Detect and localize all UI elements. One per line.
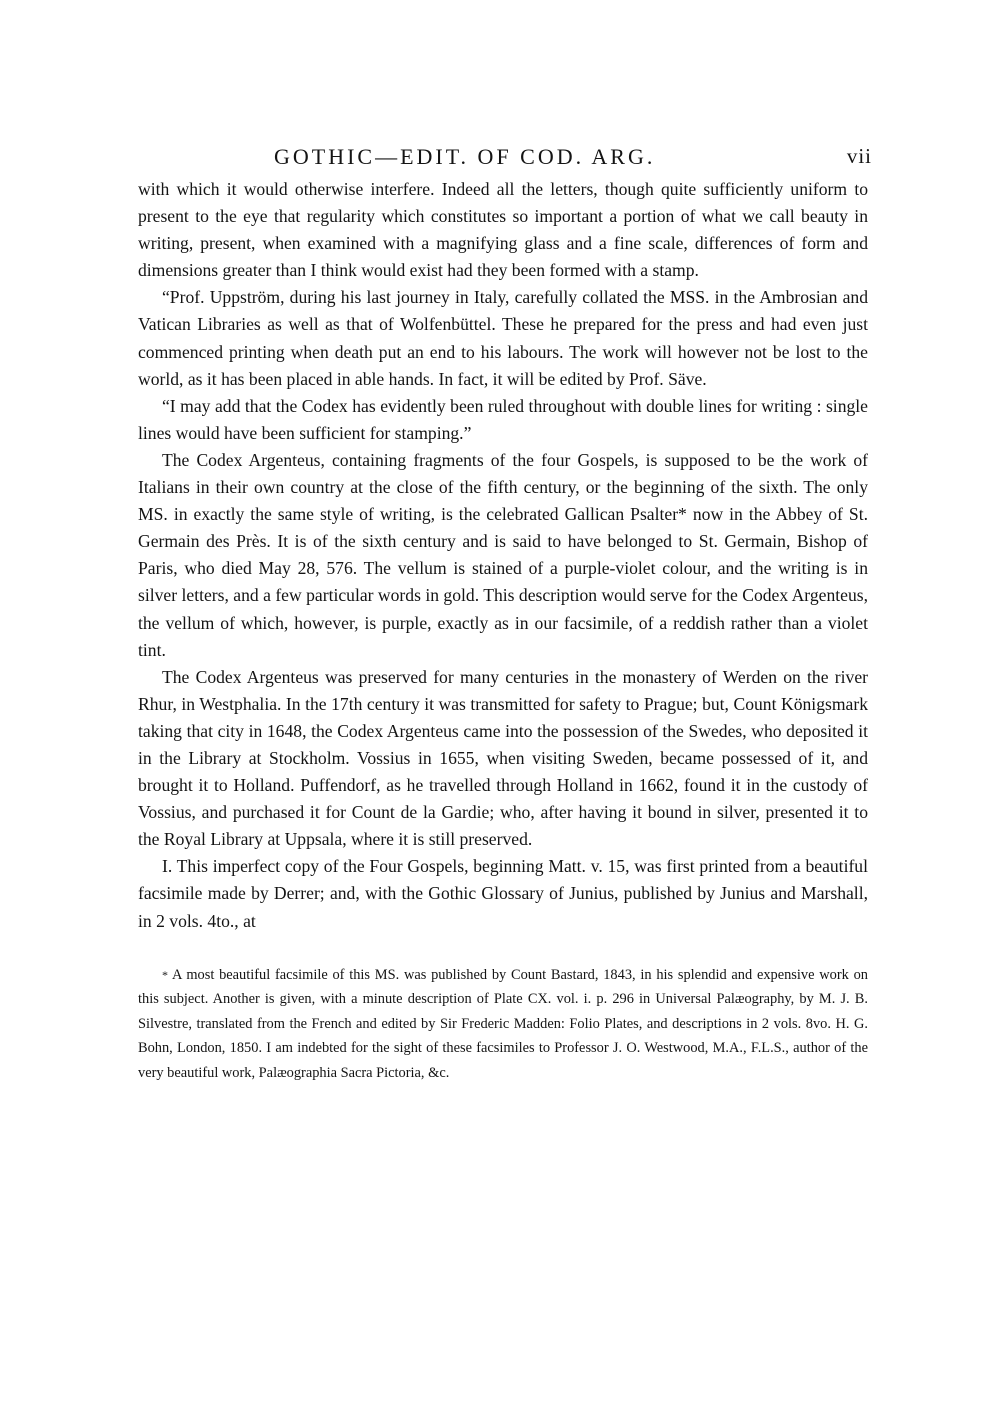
running-title: GOTHIC—EDIT. OF COD. ARG.	[274, 144, 656, 169]
page-number: vii	[846, 144, 872, 168]
paragraph: The Codex Argenteus, containing fragments of the four Gospels, is supposed to be the work of Italians in their own country at the close of the fifth century, or the beginning of the sixth. The only MS. in exactly the same style of writing, is the celebrated Gallican Psalter* now in the Abbey of St. Germain des Près. It is of the sixth century and is said to have belonged to St. Germain, Bishop of Paris, who died May 28, 576. The vellum is stained of a purple-violet colour, and the writing is in silver letters, and a few particular words in gold. This description would serve for the Codex Argenteus, the vellum of which, however, is purple, exactly as in our facsimile, of a reddish rather than a violet tint.	[138, 449, 868, 660]
footnote	[138, 963, 868, 1086]
paragraph: with which it would otherwise interfere. Indeed all the letters, though quite sufficiently uniform to present to the eye that regularity which constitutes so important a portion of what we call beauty in writing, present, when examined with a magnifying glass and a fine scale, differences of form and dimensions greater than I think would exist had they been formed with a stamp.	[138, 179, 868, 281]
body-text	[138, 176, 868, 935]
footnote-text: A most beautiful facsimile of this MS. was published by Count Bastard, 1843, in his splendid and expensive work on this subject. Another is given, with a minute description of Plate CX. vol. i. p. 296 in Universal Palæography, by M. J. B. Silvestre, translated from the French and edited by Sir Frederic Madden: Folio Plates, and descriptions in 2 vols. 8vo. H. G. Bohn, London, 1850. I am indebted for the sight of these facsimiles to Professor J. O. Westwood, M.A., F.L.S., author of the very beautiful work, Palæographia Sacra Pictoria, &c.	[138, 966, 868, 1081]
paragraph: I. This imperfect copy of the Four Gospels, beginning Matt. v. 15, was first printed from a beautiful facsimile made by Derrer; and, with the Gothic Glossary of Junius, published by Junius and Marshall, in 2 vols. 4to., at	[138, 856, 868, 931]
paragraph: The Codex Argenteus was preserved for many centuries in the monastery of Werden on the river Rhur, in Westphalia. In the 17th century it was transmitted for safety to Prague; but, Count Königsmark taking that city in 1648, the Codex Argenteus came into the possession of the Swedes, who deposited it in the Library at Stockholm. Vossius in 1655, when visiting Sweden, became possessed of it, and brought it to Holland. Puffendorf, as he travelled through Holland in 1662, found it in the custody of Vossius, and purchased it for Count de la Gardie; who, after having it bound in silver, presented it to the Royal Library at Uppsala, where it is still preserved.	[138, 666, 868, 850]
paragraph: “I may add that the Codex has evidently been ruled throughout with double lines for writing : single lines would have been sufficient for stamping.”	[138, 395, 868, 443]
footnote-marker: *	[162, 967, 168, 982]
running-head	[138, 136, 872, 176]
paragraph: “Prof. Uppström, during his last journey in Italy, carefully collated the MSS. in the Ambrosian and Vatican Libraries as well as that of Wolfenbüttel. These he prepared for the press and had even just commenced printing when death put an end to his labours. The work will however not be lost to the world, as it has been placed in able hands. In fact, it will be edited by Prof. Säve.	[138, 287, 868, 389]
page	[138, 136, 872, 1085]
